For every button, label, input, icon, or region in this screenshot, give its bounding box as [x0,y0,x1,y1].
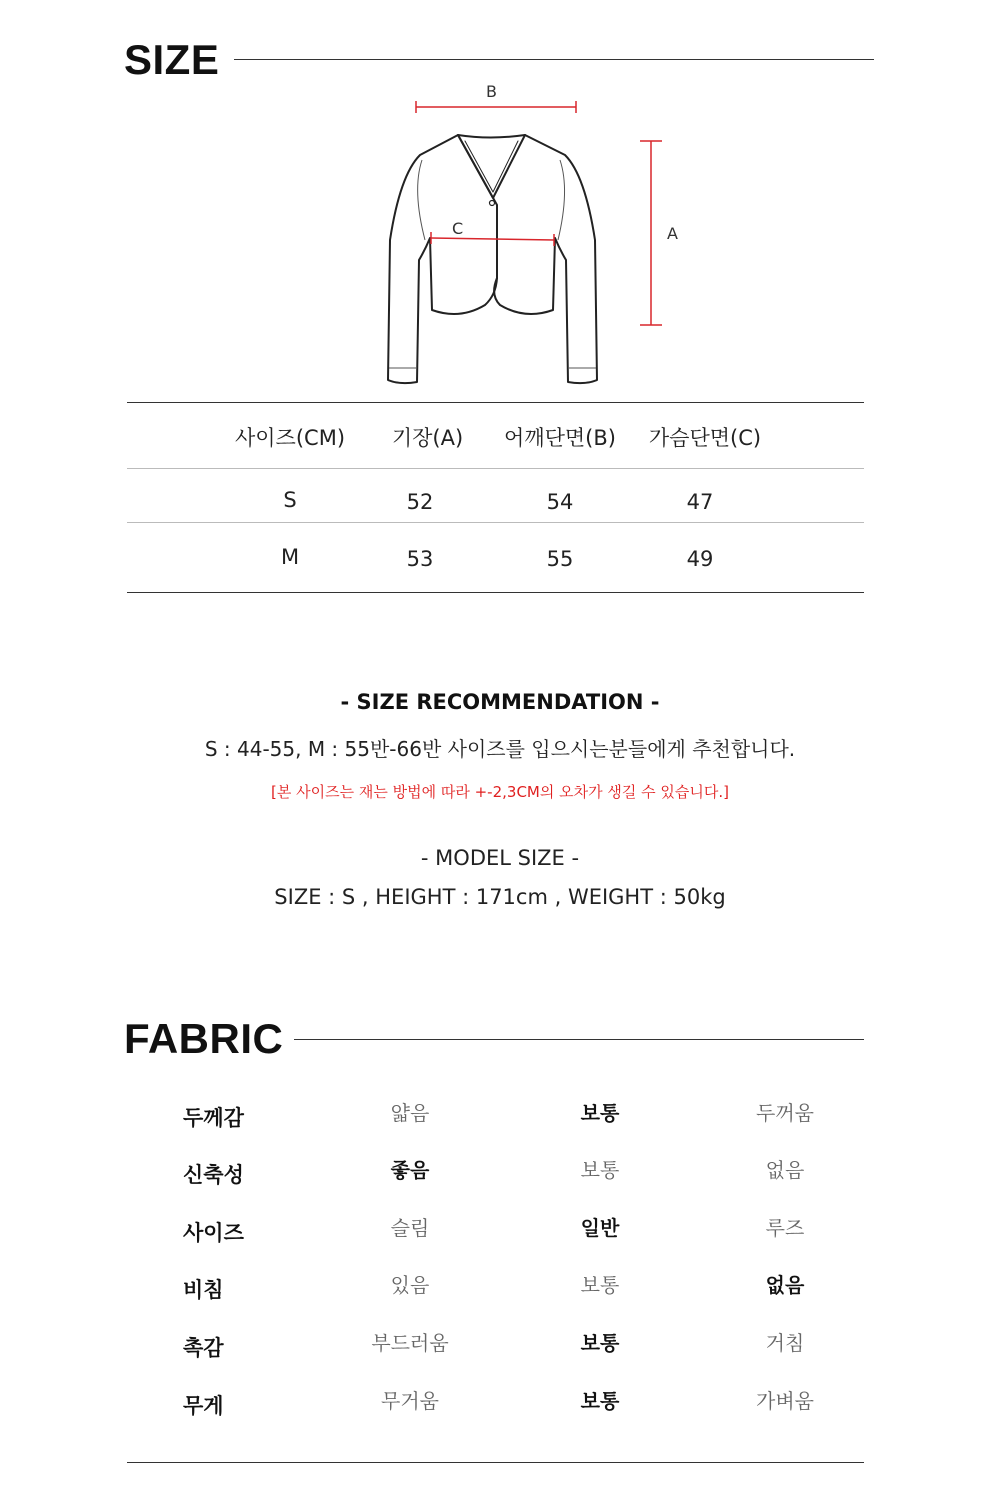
fabric-option: 없음 [765,1158,805,1182]
fabric-row-label: 두께감 [183,1106,244,1130]
size-row-m-size: M [280,545,300,569]
measure-a-label: A [667,224,678,243]
fabric-row-label: 신축성 [183,1163,244,1187]
fabric-option: 부드러움 [371,1331,449,1355]
fabric-option: 루즈 [765,1216,805,1240]
button-icon [490,201,495,206]
size-table-header-rule [127,468,864,469]
size-row-m-length: 53 [406,547,434,571]
size-row-m-chest: 49 [686,547,714,571]
size-section-title: SIZE [124,36,220,83]
fabric-row-label: 사이즈 [183,1221,244,1245]
fabric-option: 보통 [580,1158,620,1182]
measure-c-line [431,232,554,246]
size-row-s-length: 52 [406,490,434,514]
fabric-row-label: 무게 [183,1394,224,1418]
fabric-bottom-rule [127,1462,864,1463]
fabric-option-selected: 없음 [765,1273,805,1297]
fabric-option-selected: 보통 [580,1101,620,1125]
model-size-text: SIZE : S , HEIGHT : 171cm , WEIGHT : 50kg [274,885,726,909]
measure-b-line [416,101,576,113]
size-header-size: 사이즈(CM) [234,426,346,450]
size-row-s-shoulder: 54 [546,490,574,514]
cardigan-diagram [370,80,700,400]
fabric-option: 가벼움 [756,1389,814,1413]
fabric-option-selected: 좋음 [390,1158,430,1182]
size-title-rule [234,59,874,60]
model-size-title: - MODEL SIZE - [420,846,580,870]
fabric-option-selected: 보통 [580,1331,620,1355]
fabric-option: 거침 [765,1331,805,1355]
fabric-option: 얇음 [390,1101,430,1125]
measure-b-label: B [486,82,497,101]
size-header-shoulder: 어깨단면(B) [504,426,616,450]
fabric-row-label: 촉감 [183,1336,224,1360]
size-row-s-chest: 47 [686,490,714,514]
size-row-m-shoulder: 55 [546,547,574,571]
fabric-option: 있음 [390,1273,430,1297]
fabric-option: 슬림 [390,1216,430,1240]
fabric-option: 무거움 [381,1389,439,1413]
size-table-row-rule [127,522,864,523]
size-table-top-rule [127,402,864,403]
fabric-option-selected: 보통 [580,1389,620,1413]
recommendation-note: [본 사이즈는 재는 방법에 따라 +-2,3CM의 오차가 생길 수 있습니다.] [271,783,729,801]
fabric-row-label: 비침 [183,1278,224,1302]
size-header-length: 기장(A) [391,426,464,450]
recommendation-title: - SIZE RECOMMENDATION - [340,690,660,714]
fabric-option: 보통 [580,1273,620,1297]
size-header-chest: 가슴단면(C) [648,426,762,450]
size-row-s-size: S [283,488,297,512]
recommendation-text: S : 44-55, M : 55반-66반 사이즈를 입으시는분들에게 추천합니다. [204,737,796,761]
measure-c-label: C [452,219,464,238]
fabric-option-selected: 일반 [580,1216,620,1240]
fabric-title-rule [294,1039,864,1040]
fabric-option: 두꺼움 [756,1101,814,1125]
measure-a-line [640,141,662,325]
fabric-section-title: FABRIC [124,1015,284,1062]
size-table-bottom-rule [127,592,864,593]
